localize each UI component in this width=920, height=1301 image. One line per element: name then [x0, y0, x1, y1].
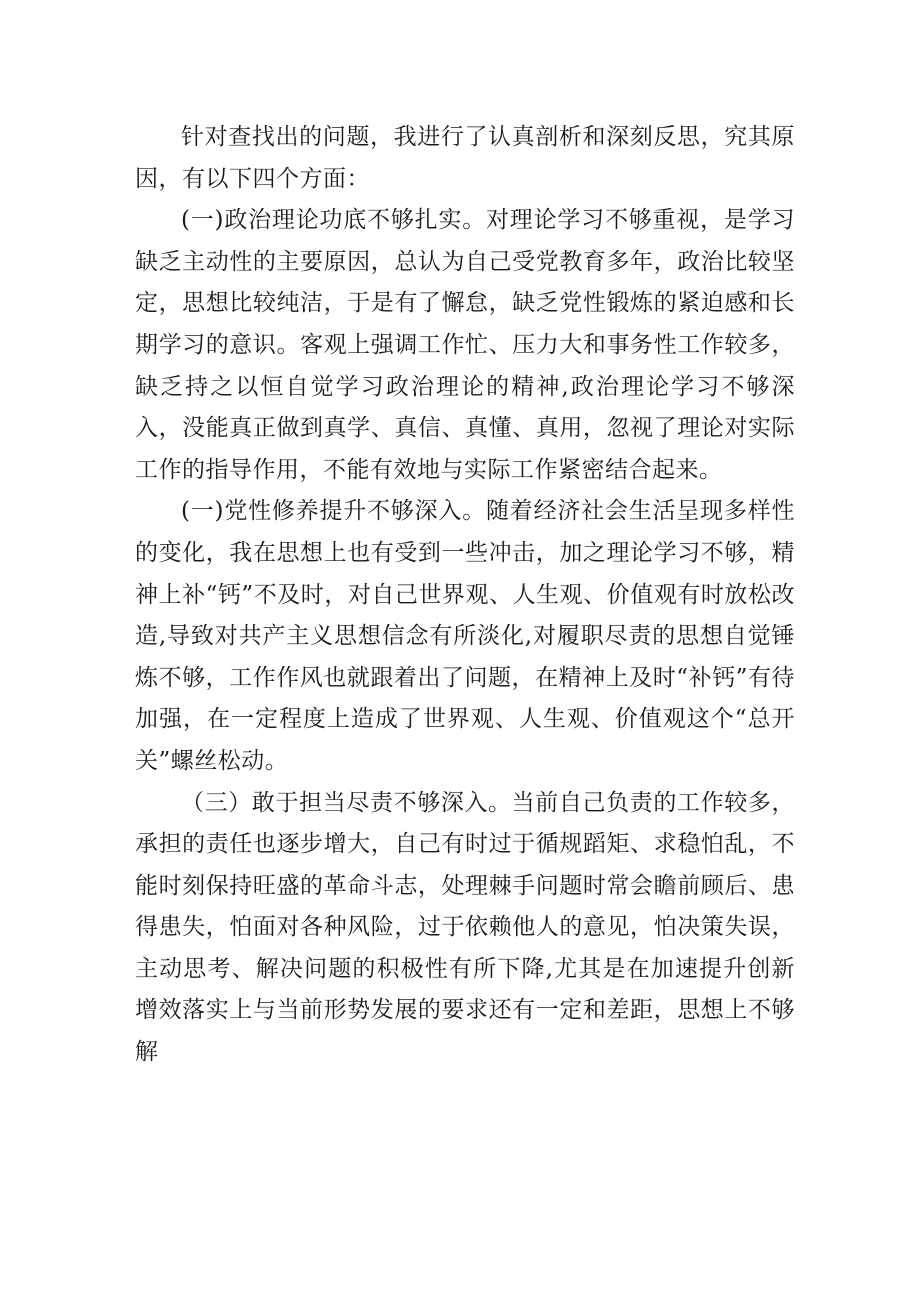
paragraph-responsibility: （三）敢于担当尽责不够深入。当前自己负责的工作较多，承担的责任也逐步增大，自己有时过于循规蹈矩、求稳怕乱，不能时刻保持旺盛的革命斗志，处理棘手问题时常会瞻前顾后、患得患失，怕面对各种风险，过于依赖他人的意见，怕决策失误，主动思考、解决问题的积极性有所下降,尤其是在加速提升创新增效落实上与当前形势发展的要求还有一定和差距，思想上不够解 [135, 789, 795, 1066]
paragraph-party-cultivation: (一)党性修养提升不够深入。随着经济社会生活呈现多样性的变化，我在思想上也有受到一些冲击，加之理论学习不够，精神上补“钙”不及时，对自己世界观、人生观、价值观有时放松改造,导致对共产主义思想信念有所淡化,对履职尽责的思想自觉锤炼不够，工作作风也就跟着出了问题，在精神上及时“补钙”有待加强，在一定程度上造成了世界观、人生观、价值观这个“总开关”螺丝松动。 [135, 498, 795, 774]
paragraph-intro: 针对查找出的问题，我进行了认真剖析和深刻反思，究其原因，有以下四个方面： [135, 124, 795, 192]
document-body [135, 117, 795, 1074]
paragraph-political-theory: (一)政治理论功底不够扎实。对理论学习不够重视，是学习缺乏主动性的主要原因，总认为自己受党教育多年，政治比较坚定，思想比较纯洁，于是有了懈怠，缺乏党性锻炼的紧迫感和长期学习的意识。客观上强调工作忙、压力大和事务性工作较多，缺乏持之以恒自觉学习政治理论的精神,政治理论学习不够深入，没能真正做到真学、真信、真懂、真用，忽视了理论对实际工作的指导作用，不能有效地与实际工作紧密结合起来。 [135, 207, 795, 483]
